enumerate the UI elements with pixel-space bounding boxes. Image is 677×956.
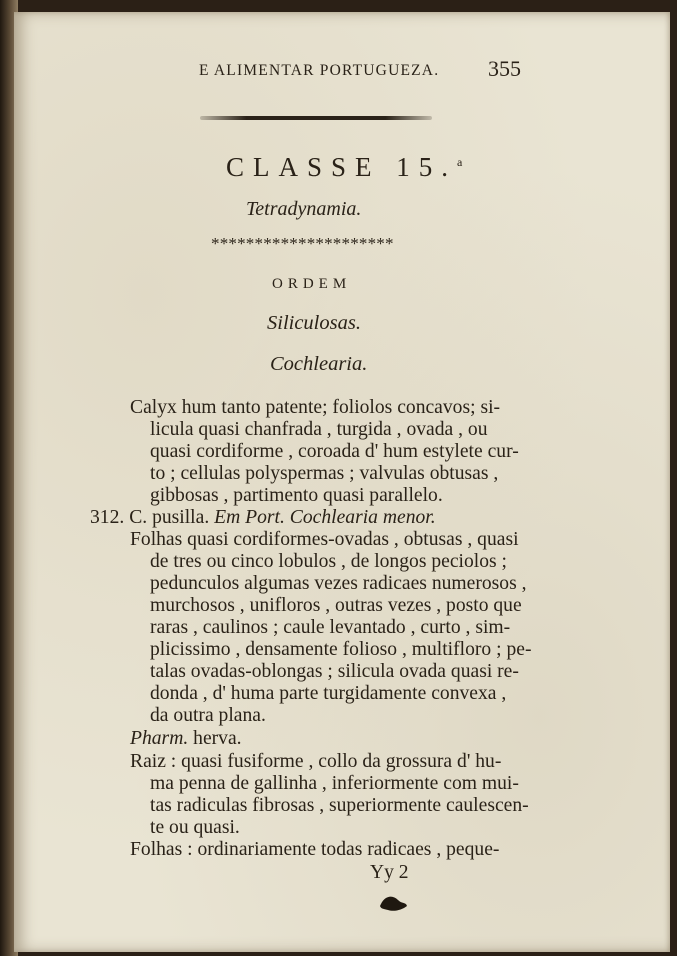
species-heading — [90, 507, 436, 529]
port-label: Em Port. — [214, 507, 285, 528]
genus-name: Cochlearia. — [270, 353, 368, 375]
genus-description-line: licula quasi chanfrada , turgida , ovada , ou — [150, 419, 488, 440]
header-rule — [200, 116, 432, 120]
class-name: Tetradynamia. — [246, 198, 362, 220]
genus-description-line: quasi cordiforme , coroada d' hum estylete cur- — [150, 441, 519, 462]
raiz-line: ma penna de gallinha , inferiormente com mui- — [150, 773, 519, 794]
species-name: C. pusilla. — [129, 507, 210, 528]
raiz-line: te ou quasi. — [150, 817, 240, 838]
raiz-line: tas radiculas fibrosas , superiormente caulescen- — [150, 795, 529, 816]
folhas-line: Folhas : ordinariamente todas radicaes , peque- — [130, 839, 500, 860]
species-description-line: de tres ou cinco lobulos , de longos peciolos ; — [150, 551, 507, 572]
species-description-line: donda , d' huma parte turgidamente convexa , — [150, 683, 507, 704]
star-divider: ********************* — [211, 234, 394, 253]
port-name: Cochlearia menor. — [289, 507, 436, 528]
species-description-line: talas ovadas-oblongas ; silicula ovada quasi re- — [150, 661, 519, 682]
species-description-line: da outra plana. — [150, 705, 266, 726]
species-description-line: raras , caulinos ; caule levantado , curto , sim- — [150, 617, 511, 638]
class-title — [226, 152, 462, 183]
pharm-line — [130, 728, 242, 750]
species-description-line: murchosos , unifloros , outras vezes , posto que — [150, 595, 522, 616]
ink-blot-mark — [378, 892, 408, 914]
genus-description-line: gibbosas , partimento quasi parallelo. — [150, 485, 443, 506]
class-number: 15. — [396, 152, 458, 182]
order-label: ORDEM — [272, 276, 352, 292]
pharm-text: herva. — [193, 728, 242, 749]
class-word: CLASSE — [226, 152, 381, 182]
order-name: Siliculosas. — [267, 312, 361, 334]
pharm-label: Pharm. — [130, 728, 189, 749]
page-number: 355 — [488, 56, 521, 81]
species-description-line: pedunculos algumas vezes radicaes numerosos , — [150, 573, 527, 594]
species-number: 312. — [90, 507, 125, 528]
genus-description-line: Calyx hum tanto patente; foliolos concavos; si- — [130, 397, 501, 418]
catchword: Yy 2 — [370, 862, 409, 883]
running-head: E ALIMENTAR PORTUGUEZA. — [199, 62, 440, 79]
species-description-line: Folhas quasi cordiformes-ovadas , obtusas , quasi — [130, 529, 519, 550]
raiz-line: Raiz : quasi fusiforme , collo da grossura d' hu- — [130, 751, 502, 772]
genus-description-line: to ; cellulas polyspermas ; valvulas obtusas , — [150, 463, 499, 484]
class-superscript: a — [457, 155, 463, 169]
species-description-line: plicissimo , densamente folioso , multifloro ; pe- — [150, 639, 532, 660]
book-page — [14, 12, 670, 952]
